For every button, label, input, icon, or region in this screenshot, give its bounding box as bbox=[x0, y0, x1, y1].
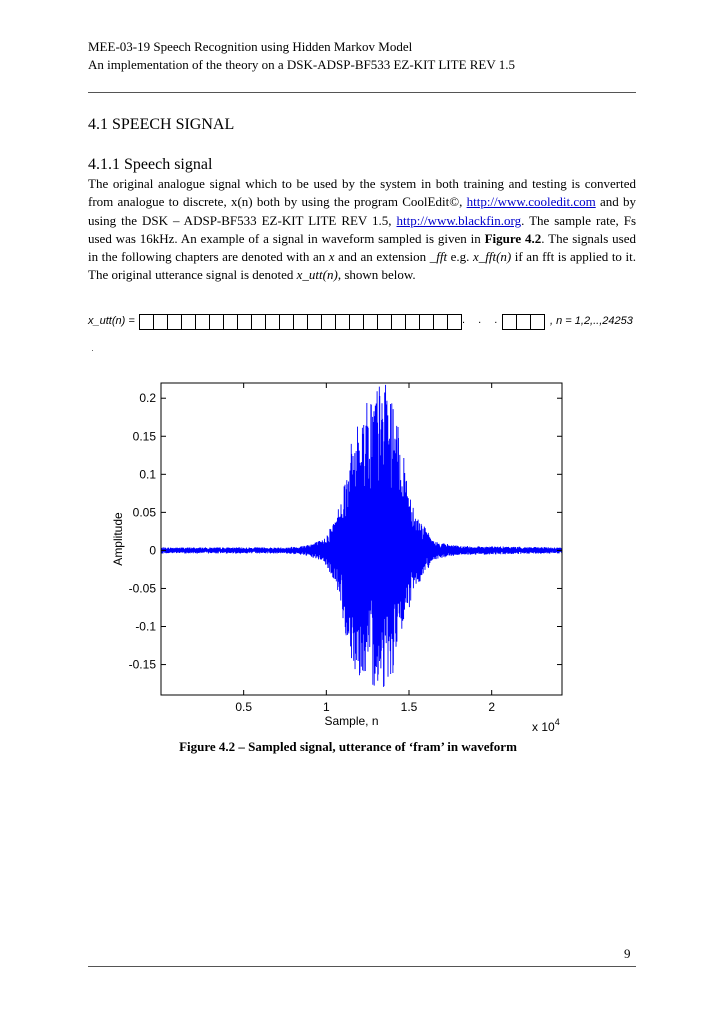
y-tick-label: -0.05 bbox=[128, 581, 156, 596]
paragraph-text: and an extension bbox=[334, 249, 430, 265]
paragraph-text: The original analogue signal which to be used by the system in both training and testing is converted from analogue to discrete, x(n) both by using the program CoolEdit©, bbox=[88, 176, 636, 210]
paragraph-text: and by using the DSK – ADSP-BF533 EZ-KIT LITE REV 1.5, bbox=[88, 194, 636, 228]
sequence-ellipsis: . . . bbox=[462, 314, 503, 326]
sample-cells-tail-group bbox=[502, 314, 544, 330]
sample-cell bbox=[181, 314, 196, 330]
y-tick-label: 0.1 bbox=[139, 467, 156, 482]
stray-dot bbox=[92, 350, 93, 351]
axes-group bbox=[129, 383, 562, 714]
y-tick-label: 0.2 bbox=[139, 391, 156, 406]
sample-cell bbox=[279, 314, 294, 330]
blackfin-link[interactable]: http://www.blackfin.org bbox=[396, 212, 522, 228]
subsection-heading: 4.1.1 Speech signal bbox=[88, 156, 213, 173]
x-tick-label: 0.5 bbox=[235, 700, 253, 714]
sample-cell bbox=[139, 314, 154, 330]
y-tick-label: 0.15 bbox=[132, 429, 156, 444]
paragraph-text: e.g. bbox=[447, 249, 473, 265]
figure-reference: Figure 4.2 bbox=[484, 230, 542, 246]
sample-cell bbox=[405, 314, 420, 330]
paragraph-text: , shown below. bbox=[337, 267, 416, 283]
symbol-x-fft: x_fft(n) bbox=[472, 249, 512, 265]
figure-caption bbox=[0, 739, 728, 755]
sample-cell bbox=[447, 314, 462, 330]
y-tick-label: 0 bbox=[149, 543, 156, 558]
page-number: 9 bbox=[624, 946, 631, 961]
sample-cells-group bbox=[139, 314, 461, 330]
figure-caption-text: Figure 4.2 – Sampled signal, utterance of ‘fram’ in waveform bbox=[179, 739, 517, 754]
y-tick-label: -0.15 bbox=[128, 657, 156, 672]
footer-rule bbox=[88, 966, 636, 967]
sample-cell bbox=[391, 314, 406, 330]
x-tick-label: 1 bbox=[322, 700, 330, 714]
y-tick-label: -0.1 bbox=[135, 619, 156, 634]
paragraph-text: if an fft is applied to it. The original utterance signal is denoted bbox=[88, 249, 636, 283]
sample-cell bbox=[153, 314, 168, 330]
sequence-index-range: , n = 1,2,..,24253 bbox=[550, 315, 633, 327]
x-axis-exponent bbox=[532, 717, 560, 734]
running-header-subtitle: An implementation of the theory on a DSK-ADSP-BF533 EZ-KIT LITE REV 1.5 bbox=[88, 57, 516, 72]
sequence-label: x_utt(n) = bbox=[88, 315, 135, 327]
sample-cell bbox=[516, 314, 531, 330]
symbol-x: x bbox=[328, 249, 335, 265]
waveform-series bbox=[161, 385, 562, 687]
symbol-fft-extension: _fft bbox=[429, 249, 448, 265]
x-axis-label: Sample, n bbox=[324, 714, 379, 728]
sample-cell bbox=[335, 314, 350, 330]
sample-cell bbox=[223, 314, 238, 330]
y-tick-label: 0.05 bbox=[132, 505, 156, 520]
sample-cell bbox=[419, 314, 434, 330]
sample-cell bbox=[265, 314, 280, 330]
sample-cell bbox=[293, 314, 308, 330]
sample-cell bbox=[195, 314, 210, 330]
sample-cell bbox=[433, 314, 448, 330]
cooledit-link[interactable]: http://www.cooledit.com bbox=[466, 194, 596, 210]
y-axis-label: Amplitude bbox=[111, 512, 125, 566]
x-axis-exponent-base: x 10 bbox=[532, 720, 555, 734]
sample-cell bbox=[251, 314, 266, 330]
paragraph-text: . The signals used in the following chapters are denoted with an bbox=[88, 230, 637, 265]
sample-cell bbox=[307, 314, 322, 330]
plot-frame bbox=[161, 383, 562, 695]
sample-cell bbox=[167, 314, 182, 330]
section-heading: 4.1 SPEECH SIGNAL bbox=[88, 116, 235, 133]
x-tick-label: 1.5 bbox=[400, 700, 418, 714]
symbol-x-utt: x_utt(n) bbox=[296, 267, 338, 283]
sample-cell bbox=[321, 314, 336, 330]
x-axis-exponent-power: 4 bbox=[554, 717, 560, 727]
running-header-title: MEE-03-19 Speech Recognition using Hidden Markov Model bbox=[88, 39, 413, 54]
sample-cell bbox=[377, 314, 392, 330]
sample-cell bbox=[349, 314, 364, 330]
waveform-line bbox=[161, 385, 562, 687]
body-paragraph bbox=[88, 175, 636, 285]
sample-cell bbox=[209, 314, 224, 330]
x-tick-label: 2 bbox=[488, 700, 496, 714]
sample-cell bbox=[363, 314, 378, 330]
sample-cell bbox=[502, 314, 517, 330]
sample-cell bbox=[530, 314, 545, 330]
paragraph-text: . The sample rate, Fs used was 16kHz. An example of a signal in waveform sampled is given in bbox=[88, 212, 637, 246]
sample-cell bbox=[237, 314, 252, 330]
header-rule bbox=[88, 92, 636, 93]
